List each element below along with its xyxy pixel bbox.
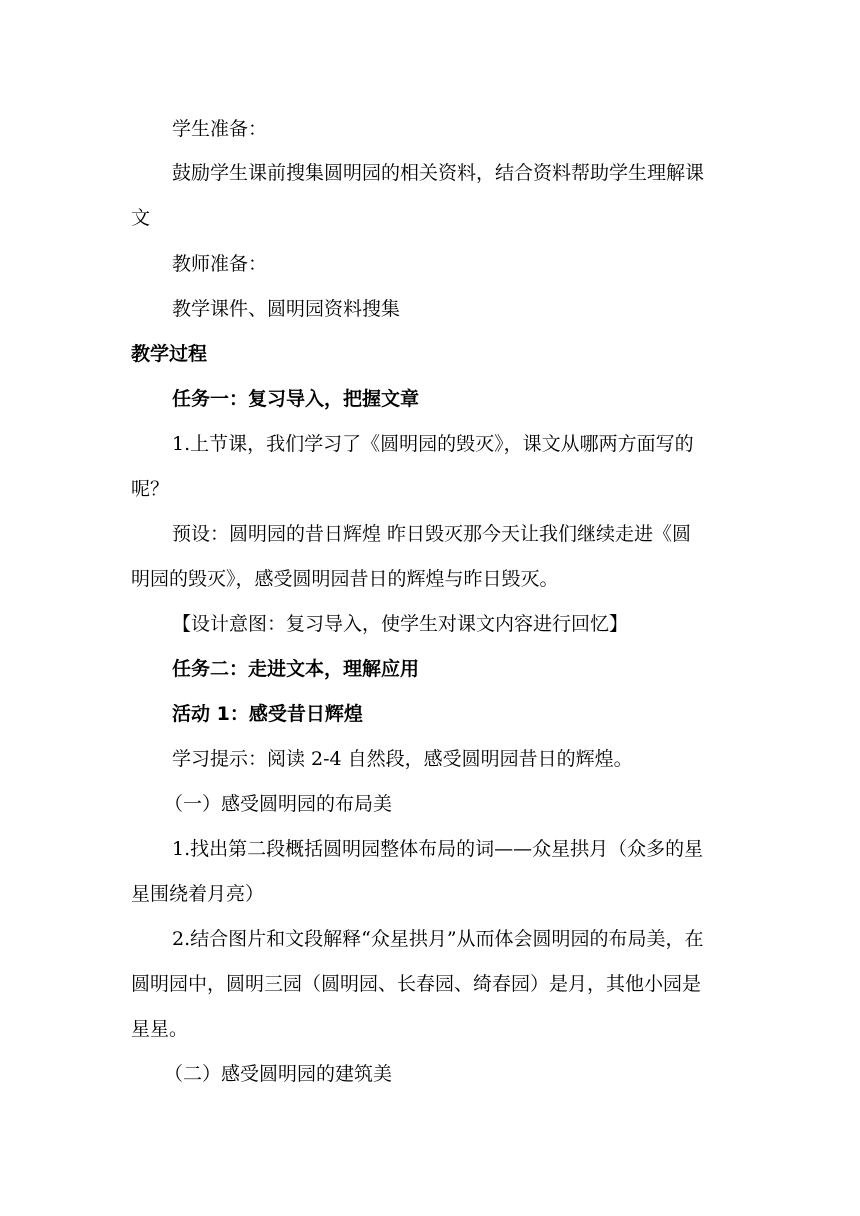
item2-line1: 2.结合图片和文段解释“众星拱月”从而体会圆明园的布局美，在 <box>172 928 704 950</box>
question1-line2: 呢？ <box>131 478 170 500</box>
task1-heading: 任务一：复习导入，把握文章 <box>172 388 420 410</box>
student-prep-text-line2: 文 <box>131 207 151 229</box>
item2-line3: 星星。 <box>131 1018 189 1040</box>
item1-line1: 1.找出第二段概括圆明园整体布局的词——众星拱月（众多的星 <box>172 838 704 860</box>
student-prep-label: 学生准备： <box>172 118 268 140</box>
item2-line2: 圆明园中，圆明三园（圆明园、长春园、绮春园）是月，其他小园是 <box>131 973 702 995</box>
learning-hint: 学习提示：阅读 2-4 自然段，感受圆明园昔日的辉煌。 <box>172 748 633 770</box>
student-prep-text-line1: 鼓励学生课前搜集圆明园的相关资料，结合资料帮助学生理解课 <box>172 162 705 184</box>
section-heading-process: 教学过程 <box>131 343 208 365</box>
task2-heading: 任务二：走进文本，理解应用 <box>172 658 420 680</box>
subsection2-heading: （二）感受圆明园的建筑美 <box>164 1063 393 1085</box>
item1-line2: 星围绕着月亮） <box>131 883 265 905</box>
teacher-prep-text: 教学课件、圆明园资料搜集 <box>172 298 401 320</box>
preset-line1: 预设：圆明园的昔日辉煌 昨日毁灭那今天让我们继续走进《圆 <box>172 523 692 545</box>
subsection1-heading: （一）感受圆明园的布局美 <box>164 793 393 815</box>
teacher-prep-label: 教师准备： <box>172 253 268 275</box>
preset-line2: 明园的毁灭》，感受圆明园昔日的辉煌与昨日毁灭。 <box>131 568 559 590</box>
activity1-heading: 活动 1：感受昔日辉煌 <box>172 703 363 725</box>
design-intent: 【设计意图：复习导入，使学生对课文内容进行回忆】 <box>172 613 629 635</box>
question1-line1: 1.上节课，我们学习了《圆明园的毁灭》，课文从哪两方面写的 <box>172 433 694 455</box>
